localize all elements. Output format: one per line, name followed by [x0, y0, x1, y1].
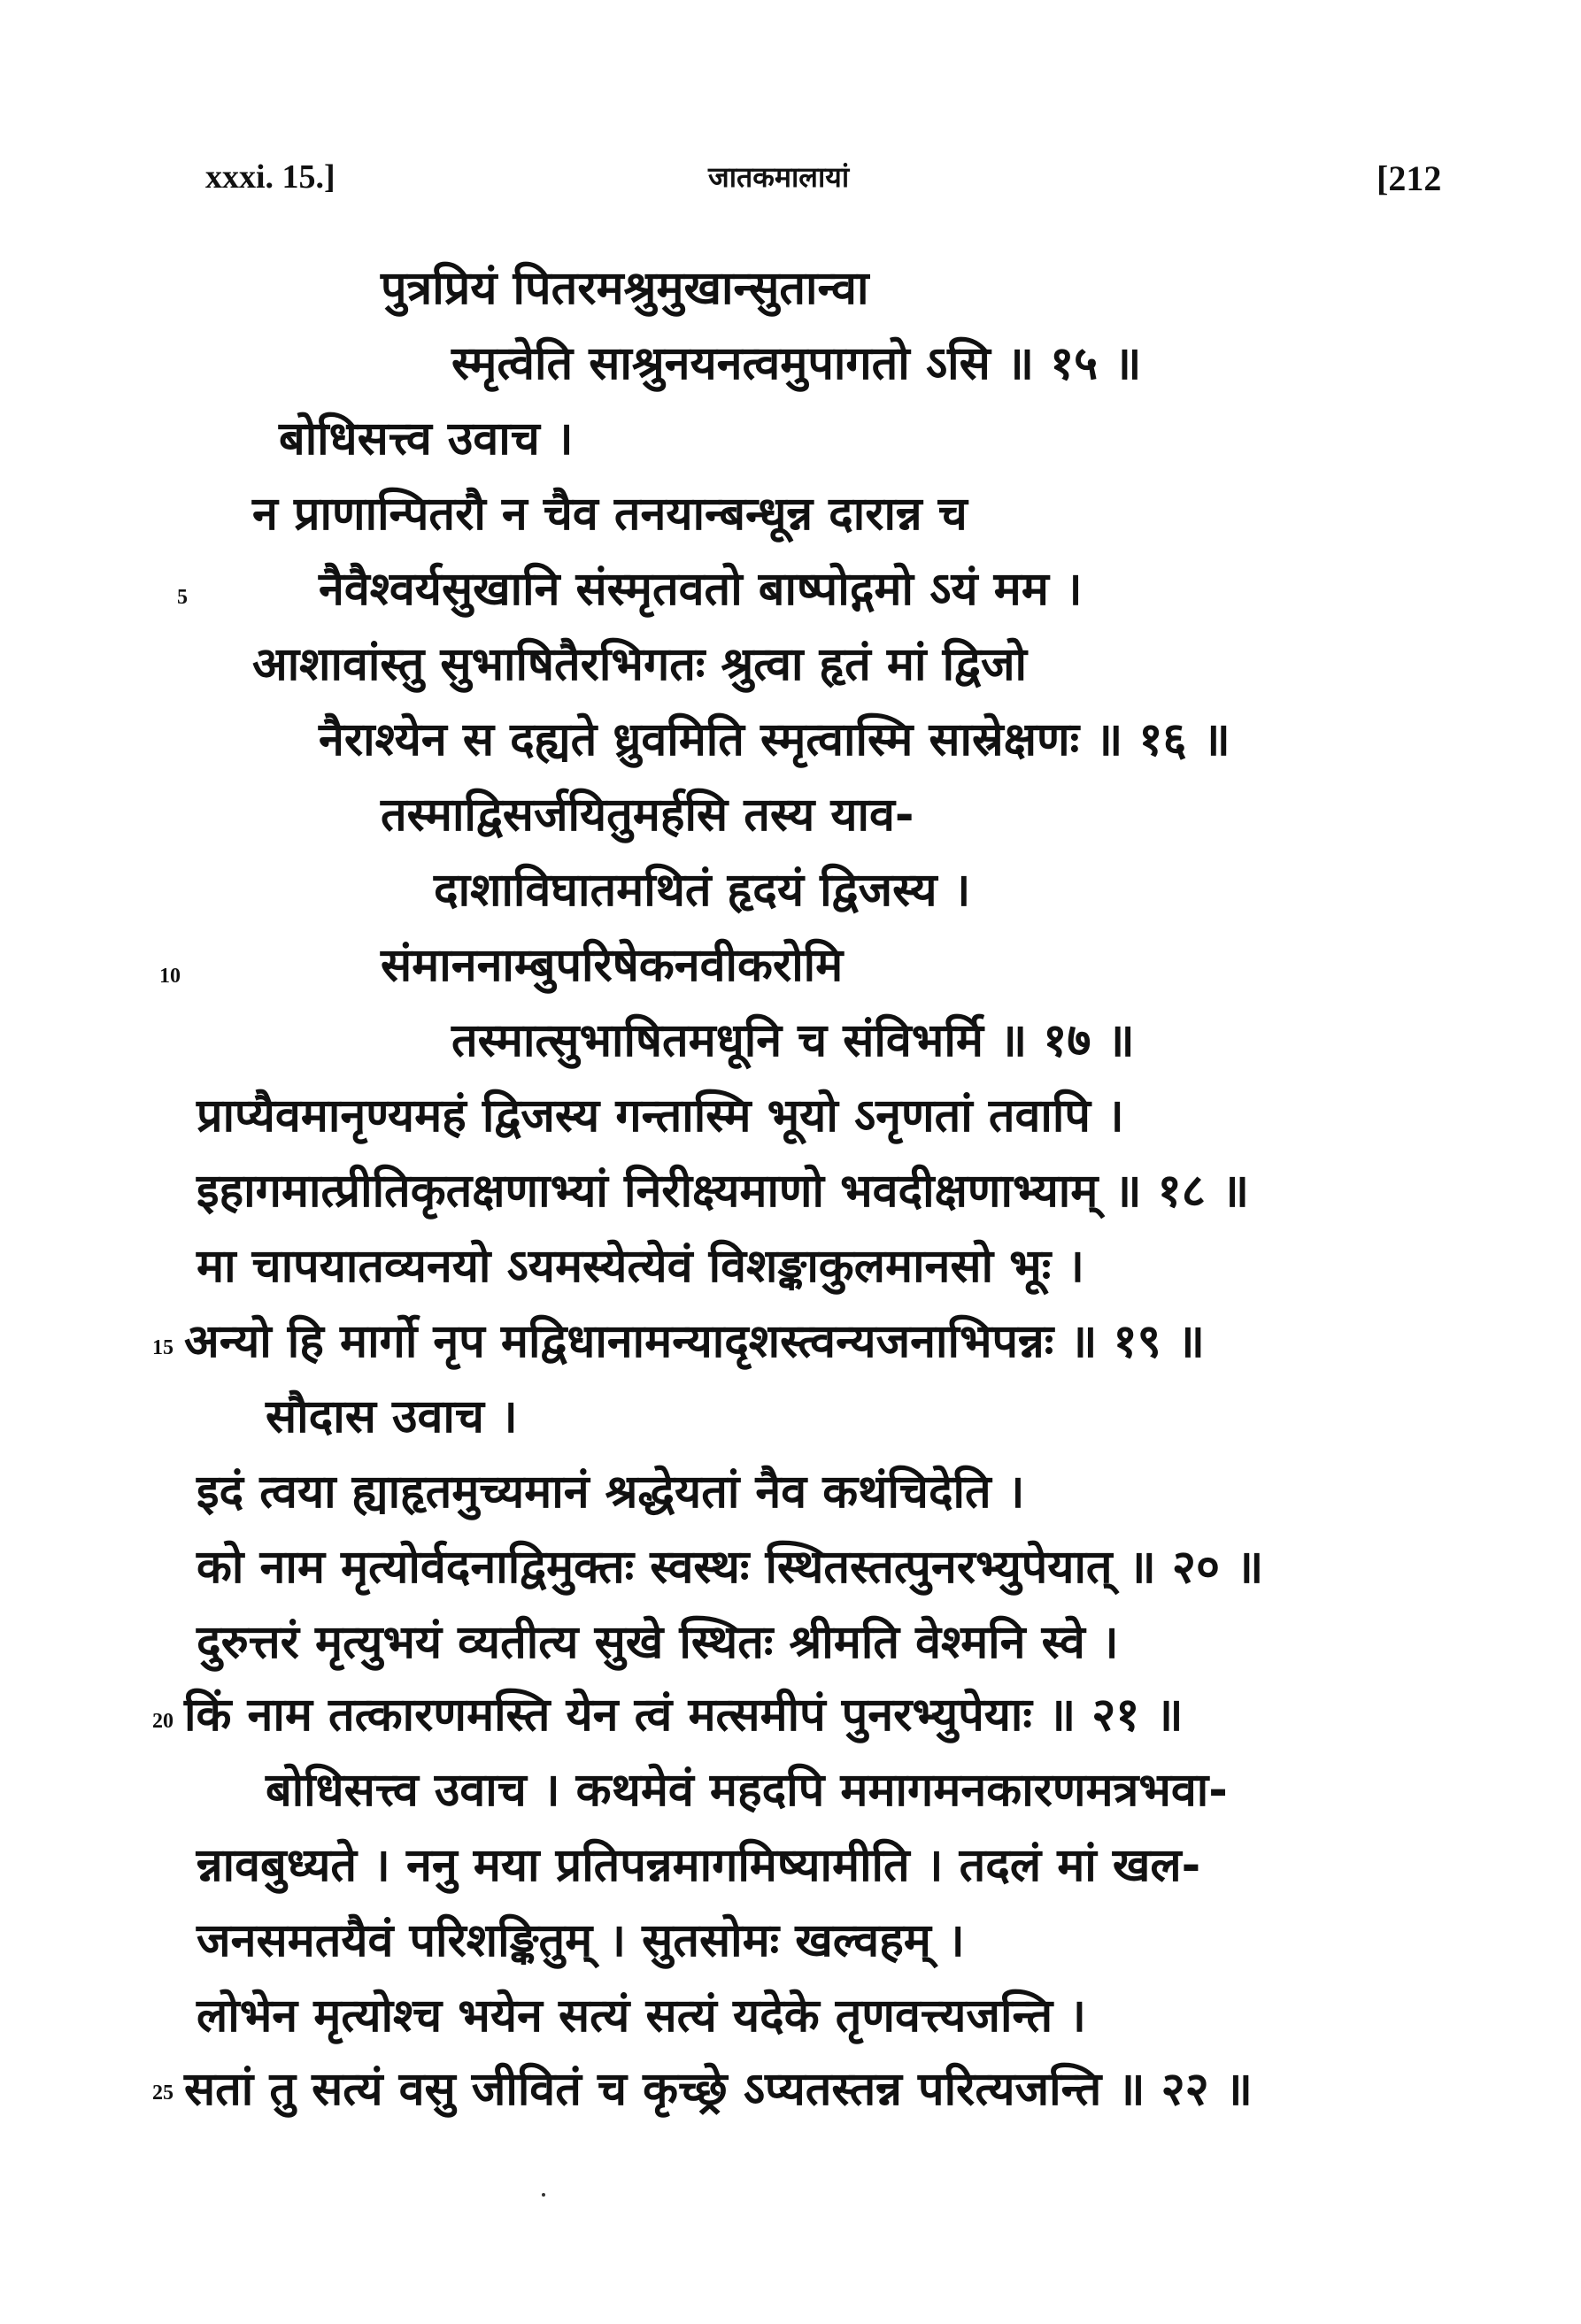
- text-line: न प्राणान्पितरौ न चैव तनयान्बन्धून्न दारान्न च: [252, 488, 968, 541]
- text-line: नैवैश्वर्यसुखानि संस्मृतवतो बाष्पोद्गमो ऽयं मम ।: [319, 563, 1083, 616]
- page-dot-mark: [542, 2193, 545, 2197]
- text-line: लोभेन मृत्योश्च भयेन सत्यं सत्यं यदेके तृणवत्त्यजन्ति ।: [197, 1989, 1086, 2043]
- text-line: न्नावबुध्यते । ननु मया प्रतिपन्नमागमिष्यामीति । तदलं मां खल-: [197, 1839, 1201, 1892]
- running-header-title: जातकमालायां: [708, 160, 850, 194]
- line-number-10: 10: [159, 965, 181, 988]
- text-line: अन्यो हि मार्गो नृप मद्विधानामन्यादृशस्त्वन्यजनाभिपन्नः ॥ १९ ॥: [184, 1315, 1205, 1368]
- text-line: बोधिसत्त्व उवाच । कथमेवं महदपि ममागमनकारणमत्रभवा-: [266, 1764, 1228, 1817]
- text-line: तस्माद्विसर्जयितुमर्हसि तस्य याव-: [381, 789, 914, 842]
- text-line: पुत्रप्रियं पितरमश्रुमुखान्सुतान्वा: [381, 262, 869, 315]
- text-line: जनसमतयैवं परिशङ्कितुम् । सुतसोमः खल्वहम् ।: [197, 1914, 965, 1967]
- text-line: को नाम मृत्योर्वदनाद्विमुक्तः स्वस्थः स्थितस्तत्पुनरभ्युपेयात् ॥ २० ॥: [197, 1541, 1264, 1594]
- text-line: इदं त्वया ह्याहृतमुच्यमानं श्रद्धेयतां नैव कथंचिदेति ।: [197, 1466, 1025, 1519]
- text-line: नैराश्येन स दह्यते ध्रुवमिति स्मृत्वास्मि सास्रेक्षणः ॥ १६ ॥: [319, 713, 1230, 766]
- text-line: संमाननाम्बुपरिषेकनवीकरोमि: [381, 939, 844, 992]
- text-line: सौदास उवाच ।: [266, 1390, 518, 1443]
- line-number-15: 15: [152, 1336, 174, 1359]
- text-line: दाशाविघातमथितं हृदयं द्विजस्य ।: [434, 864, 971, 917]
- running-header-left: xxxi. 15.]: [205, 158, 335, 196]
- page-number: [212: [1377, 158, 1442, 198]
- text-line: आशावांस्तु सुभाषितैरभिगतः श्रुत्वा हृतं मां द्विजो: [252, 638, 1027, 691]
- line-number-25: 25: [152, 2082, 174, 2105]
- text-line: प्राप्यैवमानृण्यमहं द्विजस्य गन्तास्मि भूयो ऽनृणतां तवापि ।: [197, 1089, 1124, 1143]
- text-line: बोधिसत्त्व उवाच ।: [279, 412, 574, 466]
- text-line: मा चापयातव्यनयो ऽयमस्येत्येवं विशङ्काकुलमानसो भूः ।: [197, 1240, 1085, 1293]
- line-number-5: 5: [177, 586, 188, 609]
- text-line: दुरुत्तरं मृत्युभयं व्यतीत्य सुखे स्थितः श्रीमति वेश्मनि स्वे ।: [197, 1616, 1119, 1669]
- text-line: इहागमात्प्रीतिकृतक्षणाभ्यां निरीक्ष्यमाणो भवदीक्षणाभ्याम् ॥ १८ ॥: [197, 1165, 1250, 1218]
- text-line: किं नाम तत्कारणमस्ति येन त्वं मत्समीपं पुनरभ्युपेयाः ॥ २१ ॥: [184, 1689, 1184, 1742]
- line-number-20: 20: [152, 1710, 174, 1733]
- text-line: सतां तु सत्यं वसु जीवितं च कृच्छ्रे ऽप्यतस्तन्न परित्यजन्ति ॥ २२ ॥: [184, 2063, 1253, 2116]
- text-line: स्मृत्वेति साश्रुनयनत्वमुपागतो ऽसि ॥ १५ ॥: [451, 337, 1142, 390]
- text-line: तस्मात्सुभाषितमधूनि च संविभर्मि ॥ १७ ॥: [451, 1014, 1135, 1067]
